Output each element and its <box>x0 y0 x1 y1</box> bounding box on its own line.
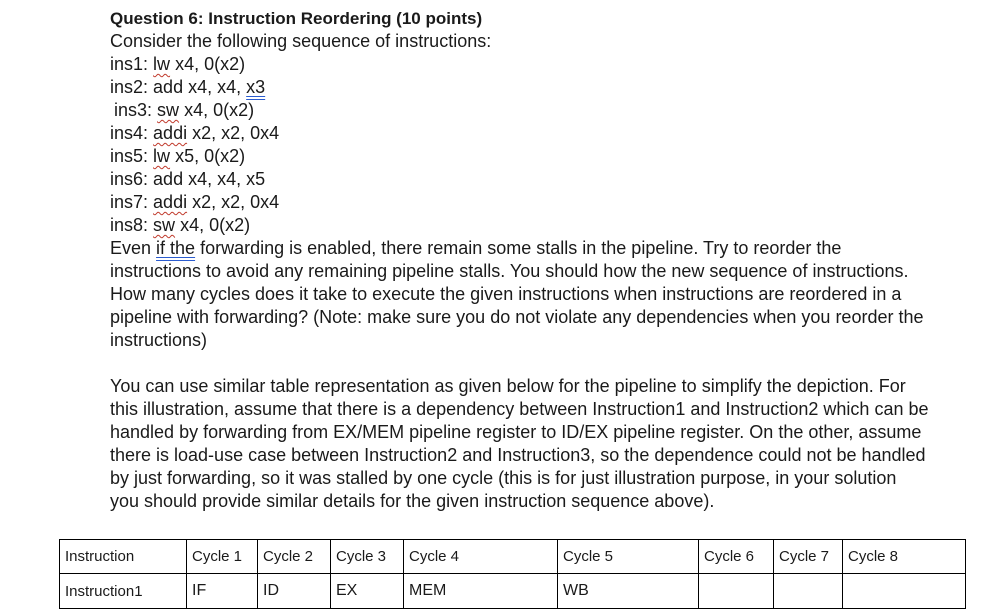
spellcheck-flagged-word[interactable]: sw <box>157 100 180 120</box>
instruction-line-6: ins6: add x4, x4, x5 <box>110 169 266 189</box>
table-cell[interactable] <box>699 574 774 609</box>
header-cell: Cycle 7 <box>774 540 843 574</box>
pipeline-table <box>59 539 966 609</box>
header-cell: Instruction <box>60 540 187 574</box>
table-cell[interactable]: ID <box>258 574 331 609</box>
document-body <box>110 6 930 513</box>
table-cell[interactable]: MEM <box>404 574 558 609</box>
header-cell: Cycle 5 <box>558 540 699 574</box>
question-intro: Consider the following sequence of instructions: <box>110 31 492 51</box>
blank-line <box>110 352 930 375</box>
question-title: Question 6: Instruction Reordering (10 points) <box>110 9 483 28</box>
paragraph-reorder-task: Even if the forwarding is enabled, there remain some stalls in the pipeline. Try to reorder the instructions to avoid any remaining pipeline stalls. You should how the new sequence of instructions. How many cycles does it take to execute the given instructions when instructions are reordered in a pipeline with forwarding? (Note: make sure you do not violate any dependencies when you reorder the instructions) <box>110 238 924 350</box>
instruction-line-8: ins8: sw x4, 0(x2) <box>110 215 251 235</box>
header-cell: Cycle 4 <box>404 540 558 574</box>
header-cell: Cycle 6 <box>699 540 774 574</box>
table-header-row <box>60 540 966 574</box>
grammar-flagged-word[interactable]: x3 <box>246 77 266 97</box>
table-cell[interactable]: IF <box>187 574 258 609</box>
spellcheck-flagged-word[interactable]: lw <box>153 146 171 166</box>
instruction-line-2: ins2: add x4, x4, x3 <box>110 77 266 97</box>
spellcheck-flagged-word[interactable]: addi <box>153 123 188 143</box>
table-row <box>60 574 966 609</box>
instruction-line-1: ins1: lw x4, 0(x2) <box>110 54 246 74</box>
header-cell: Cycle 8 <box>843 540 966 574</box>
table-cell[interactable]: Instruction1 <box>60 574 187 609</box>
instruction-line-7: ins7: addi x2, x2, 0x4 <box>110 192 280 212</box>
header-cell: Cycle 3 <box>331 540 404 574</box>
instruction-line-5: ins5: lw x5, 0(x2) <box>110 146 246 166</box>
spellcheck-flagged-word[interactable]: sw <box>153 215 176 235</box>
header-cell: Cycle 1 <box>187 540 258 574</box>
spellcheck-flagged-word[interactable]: addi <box>153 192 188 212</box>
spellcheck-flagged-word[interactable]: lw <box>153 54 171 74</box>
table-cell[interactable] <box>843 574 966 609</box>
header-cell: Cycle 2 <box>258 540 331 574</box>
instruction-line-4: ins4: addi x2, x2, 0x4 <box>110 123 280 143</box>
table-cell[interactable] <box>774 574 843 609</box>
table-cell[interactable]: EX <box>331 574 404 609</box>
paragraph-illustration: You can use similar table representation as given below for the pipeline to simplify the depiction. For this illustration, assume that there is a dependency between Instruction1 and Instruction2 which can be handled by forwarding from EX/MEM pipeline register to ID/EX pipeline register. On the other, assume there is load-use case between Instruction2 and Instruction3, so the dependence could not be handled by just forwarding, so it was stalled by one cycle (this is for just illustration purpose, in your solution you should provide similar details for the given instruction sequence above). <box>110 376 929 511</box>
grammar-flagged-phrase[interactable]: if the <box>156 238 196 258</box>
instruction-line-3: ins3: sw x4, 0(x2) <box>114 100 255 120</box>
table-cell[interactable]: WB <box>558 574 699 609</box>
